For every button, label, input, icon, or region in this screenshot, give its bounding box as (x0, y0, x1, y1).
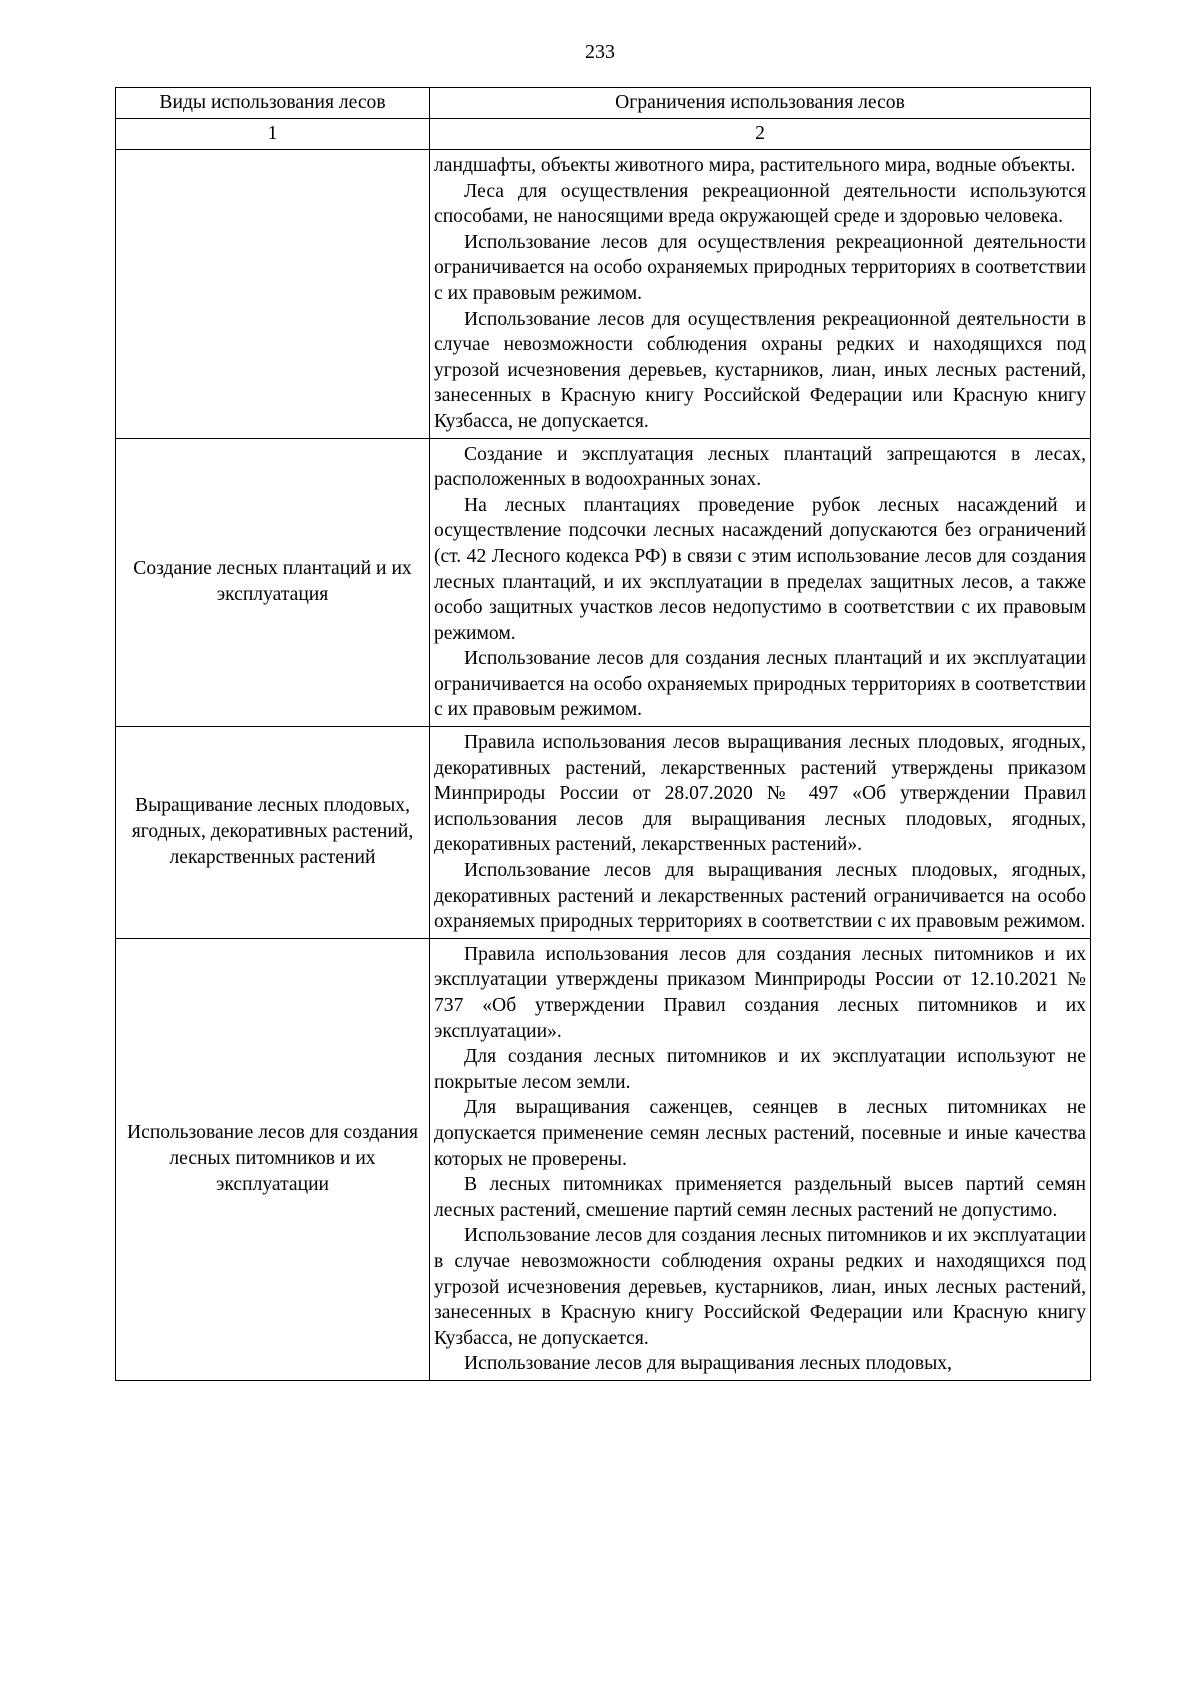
restriction-paragraph: Использование лесов для создания лесных питомников и их эксплуатации в случае невозможности соблюдения охраны редких и находящихся под угрозой исчезновения деревьев, кустарников, лиан, иных лесных растений, занесенных в Красную книгу Российской Федерации или Красную книгу Кузбасса, не допускается. (434, 1225, 1086, 1349)
forest-use-type-cell (116, 150, 430, 439)
forest-use-type-cell: Выращивание лесных плодовых, ягодных, декоративных растений, лекарственных растений (116, 727, 430, 939)
restriction-paragraph: На лесных плантациях проведение рубок лесных насаждений и осуществление подсочки лесных насаждений допускаются без ограничений (ст. 42 Лесного кодекса РФ) в связи с этим использование лесов для создания лесных плантаций, и их эксплуатации в пределах защитных лесов, а также особо защитных участков лесов недопустимо в соответствии с их правовым режимом. (434, 494, 1086, 644)
column-number-row (116, 119, 1091, 150)
table-row (116, 438, 1091, 727)
forest-use-restrictions-table (115, 87, 1091, 1381)
restriction-paragraph: Леса для осуществления рекреационной деятельности используются способами, не наносящими вреда окружающей среде и здоровью человека. (434, 180, 1086, 228)
restriction-paragraph: Правила использования лесов выращивания лесных плодовых, ягодных, декоративных растений, лекарственных растений утверждены приказом Минприроды России от 28.07.2020 № 497 «Об утверждении Правил использования лесов для выращивания лесных плодовых, ягодных, декоративных растений, лекарственных растений». (434, 732, 1086, 856)
table-row (116, 727, 1091, 939)
restriction-paragraph: Для создания лесных питомников и их эксплуатации используют не покрытые лесом земли. (434, 1046, 1086, 1093)
table-row (116, 150, 1091, 439)
restriction-paragraph: Использование лесов для выращивания лесных плодовых, ягодных, декоративных растений и лекарственных растений ограничивается на особо охраняемых природных территориях в соответствии с их правовым режимом. (434, 860, 1086, 933)
restriction-paragraph: Использование лесов для создания лесных плантаций и их эксплуатации ограничивается на особо охраняемых природных территориях в соответствии с их правовым режимом. (434, 648, 1086, 721)
column-number-2: 2 (430, 119, 1091, 150)
header-forest-use-types: Виды использования лесов (116, 88, 430, 119)
table-row (116, 938, 1091, 1380)
restriction-paragraph: Использование лесов для выращивания лесных плодовых, (464, 1353, 952, 1375)
header-forest-use-restrictions: Ограничения использования лесов (430, 88, 1091, 119)
restrictions-cell (430, 938, 1091, 1380)
column-number-1: 1 (116, 119, 430, 150)
restrictions-cell (430, 438, 1091, 727)
restriction-paragraph: Для выращивания саженцев, сеянцев в лесных питомниках не допускается применение семян лесных растений, посевные и иные качества которых не проверены. (434, 1097, 1086, 1170)
forest-use-type-cell: Создание лесных плантаций и их эксплуатация (116, 438, 430, 727)
restriction-paragraph: Создание и эксплуатация лесных плантаций запрещаются в лесах, расположенных в водоохранных зонах. (434, 443, 1086, 491)
restriction-paragraph: Использование лесов для осуществления рекреационной деятельности в случае невозможности соблюдения охраны редких и находящихся под угрозой исчезновения деревьев, кустарников, лиан, иных лесных растений, занесенных в Красную книгу Российской Федерации или Красную книгу Кузбасса, не допускается. (434, 308, 1086, 432)
restrictions-cell (430, 150, 1091, 439)
restrictions-cell (430, 727, 1091, 939)
restriction-paragraph: ландшафты, объекты животного мира, растительного мира, водные объекты. (434, 155, 1076, 176)
forest-use-type-cell: Использование лесов для создания лесных питомников и их эксплуатации (116, 938, 430, 1380)
table-header-row (116, 88, 1091, 119)
restriction-paragraph: Использование лесов для осуществления рекреационной деятельности ограничивается на особо охраняемых природных территориях в соответствии с их правовым режимом. (434, 231, 1086, 304)
restriction-paragraph: В лесных питомниках применяется раздельный высев партий семян лесных растений, смешение партий семян лесных растений не допустимо. (434, 1174, 1086, 1221)
page-number: 233 (585, 41, 615, 63)
restriction-paragraph: Правила использования лесов для создания лесных питомников и их эксплуатации утверждены приказом Минприроды России от 12.10.2021 № 737 «Об утверждении Правил создания лесных питомников и их эксплуатации». (434, 943, 1086, 1042)
